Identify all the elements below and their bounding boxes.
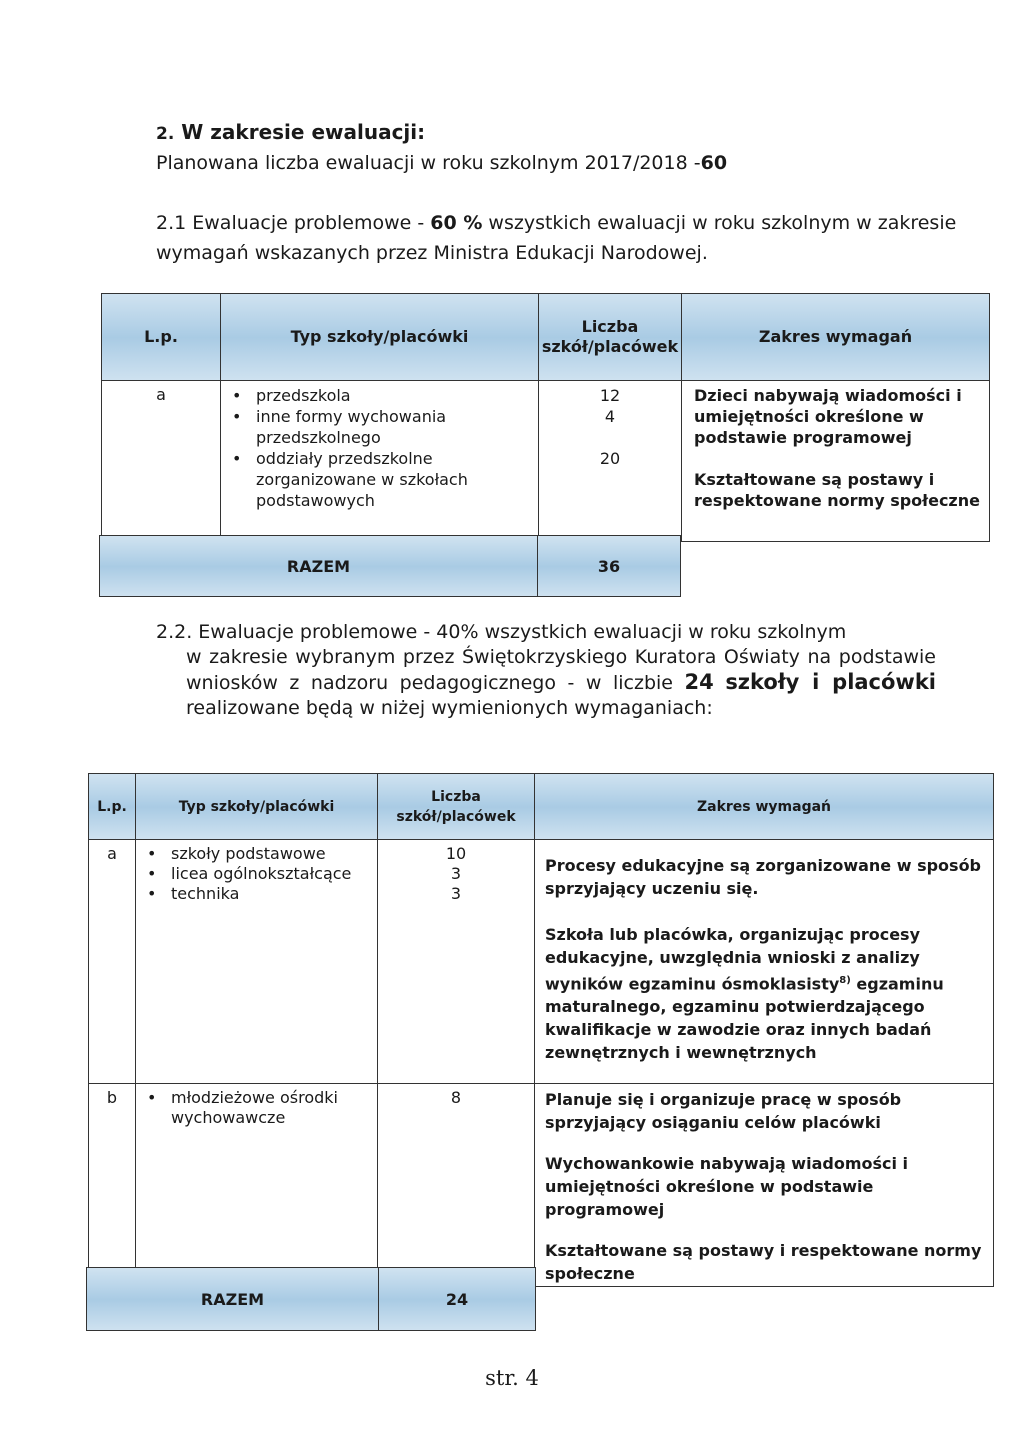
- row-requirements: [682, 381, 990, 542]
- header-count: Liczba szkół/placówek: [539, 294, 682, 381]
- section-2-2-emphasis: szkoły i placówki: [725, 670, 937, 694]
- section-2-2-line1: 2.2. Ewaluacje problemowe - 40% wszystkich ewaluacji w roku szkolnym: [156, 621, 847, 643]
- planned-count: 60: [700, 152, 728, 174]
- table-row: [89, 1084, 994, 1287]
- page-number: str. 4: [485, 1366, 539, 1390]
- row-counts: [378, 840, 535, 1084]
- count-value: 3: [450, 884, 462, 903]
- row-types: [136, 1084, 378, 1287]
- row-lp: b: [89, 1084, 136, 1287]
- requirement-part: egzaminu maturalnego, egzaminu potwierdzającego kwalifikacje w zawodzie oraz innych badań zewnętrznych i wewnętrznych: [545, 974, 944, 1063]
- total-value: 36: [538, 536, 681, 597]
- count-value: 4: [604, 407, 616, 426]
- planned-text: Planowana liczba ewaluacji w roku szkolnym 2017/2018 -: [156, 152, 701, 174]
- header-type: Typ szkoły/placówki: [136, 774, 378, 840]
- section-2-2-text-after: realizowane będą w niżej wymienionych wymaganiach:: [186, 697, 713, 719]
- row-lp: a: [89, 840, 136, 1084]
- header-lp: L.p.: [102, 294, 221, 381]
- row-lp: a: [102, 381, 221, 542]
- total-row: [100, 536, 681, 597]
- count-value: 3: [450, 864, 462, 883]
- header-count: Liczba szkół/placówek: [378, 774, 535, 840]
- section-2-2-count: 24: [684, 670, 714, 694]
- section-2-heading: [156, 120, 425, 144]
- header-type: Typ szkoły/placówki: [221, 294, 539, 381]
- row-types: [221, 381, 539, 542]
- list-item: • przedszkola: [222, 385, 537, 406]
- list-item: • inne formy wychowania przedszkolnego: [222, 406, 537, 448]
- requirement-part: Szkoła lub placówka, organizując procesy edukacyjne, uwzględnia wnioski z analizy wyników egzaminu ósmoklasisty: [545, 925, 920, 994]
- section-2-1-percent: 60 %: [430, 212, 483, 234]
- total-value: 24: [379, 1268, 536, 1331]
- table-header-row: [89, 774, 994, 840]
- row-requirements: [535, 1084, 994, 1287]
- requirement-text: [545, 923, 992, 1064]
- requirement-text: Procesy edukacyjne są zorganizowane w sposób sprzyjający uczeniu się.: [545, 856, 982, 898]
- row-requirements: [535, 840, 994, 1084]
- planned-evaluations: [156, 152, 727, 174]
- table-header-row: [102, 294, 990, 381]
- table-row: [102, 381, 990, 542]
- row-counts: [378, 1084, 535, 1287]
- requirement-text: Planuje się i organizuje pracę w sposób sprzyjający osiąganiu celów placówki: [545, 1090, 902, 1132]
- list-item: • młodzieżowe ośrodki wychowawcze: [137, 1088, 376, 1128]
- count-value: 12: [599, 386, 621, 405]
- table-schools-total: [86, 1267, 536, 1331]
- requirement-text: Kształtowane są postawy i respektowane normy społeczne: [545, 1241, 982, 1283]
- table-preschool: [101, 293, 990, 542]
- section-2-2-body: [156, 645, 936, 721]
- list-item: • oddziały przedszkolne zorganizowane w szkołach podstawowych: [222, 448, 537, 511]
- section-title: W zakresie ewaluacji:: [181, 120, 426, 144]
- list-item: • licea ogólnokształcące: [137, 864, 376, 884]
- row-counts: [539, 381, 682, 542]
- count-value: 8: [450, 1088, 462, 1107]
- requirement-text: Dzieci nabywają wiadomości i umiejętności określone w podstawie programowej: [694, 386, 962, 447]
- count-value: 20: [599, 449, 621, 468]
- requirement-text: Kształtowane są postawy i respektowane normy społeczne: [694, 470, 980, 510]
- section-2-1-prefix: 2.1 Ewaluacje problemowe -: [156, 212, 425, 234]
- total-label: RAZEM: [87, 1268, 379, 1331]
- spacer: [540, 427, 680, 448]
- section-2-1-paragraph: [156, 208, 966, 268]
- section-2-2-text-before: w zakresie wybranym przez Świętokrzyskiego Kuratora Oświaty na podstawie wniosków z nadzoru pedagogicznego - w liczbie: [186, 646, 936, 694]
- list-item: • szkoły podstawowe: [137, 844, 376, 864]
- requirement-text: Wychowankowie nabywają wiadomości i umiejętności określone w podstawie programowej: [545, 1154, 909, 1219]
- list-item: • technika: [137, 884, 376, 904]
- total-row: [87, 1268, 536, 1331]
- header-requirements: Zakres wymagań: [682, 294, 990, 381]
- header-requirements: Zakres wymagań: [535, 774, 994, 840]
- footnote-marker: 8): [839, 975, 851, 986]
- count-value: 10: [445, 844, 467, 863]
- total-label: RAZEM: [100, 536, 538, 597]
- row-types: [136, 840, 378, 1084]
- section-2-1-text: wszystkich ewaluacji w roku szkolnym w zakresie wymagań wskazanych przez Ministra Edukacji Narodowej.: [156, 212, 957, 264]
- table-preschool-total: [99, 535, 681, 597]
- section-number: 2.: [156, 124, 175, 144]
- section-2-2-paragraph: [156, 620, 936, 721]
- header-lp: L.p.: [89, 774, 136, 840]
- table-schools: [88, 773, 994, 1287]
- table-row: [89, 840, 994, 1084]
